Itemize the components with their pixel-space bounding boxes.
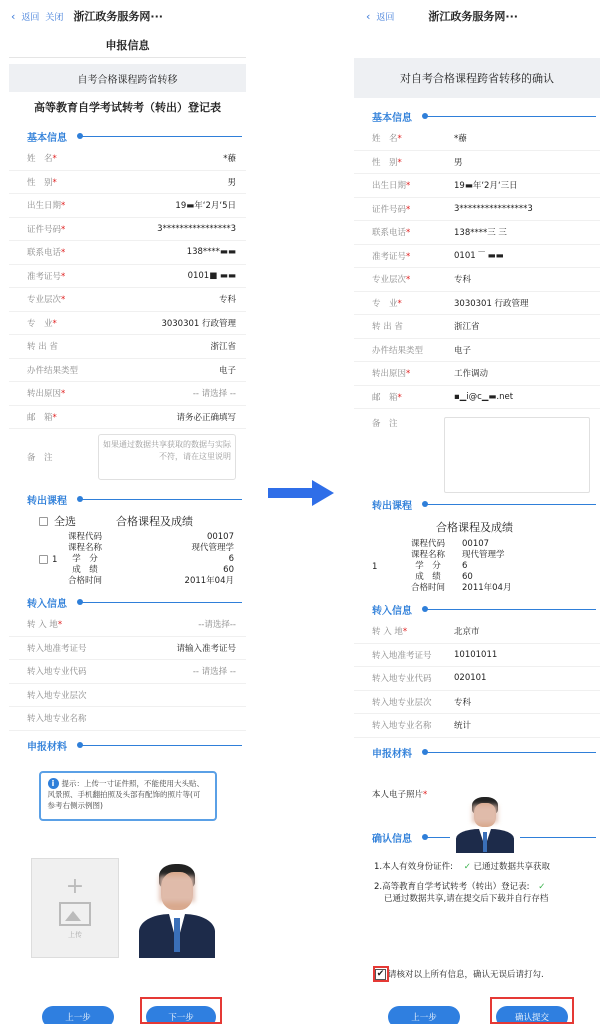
field-label: 邮 箱* [27,412,57,423]
course-field: 成 绩 60 [415,572,473,582]
form-row [9,613,246,637]
top-navigation-bar [354,0,600,32]
section-divider [426,116,596,117]
field-value[interactable]: 3****************3 [157,223,236,234]
remark-row [354,409,600,489]
field-label: 出生日期* [27,201,66,212]
section-divider [426,504,596,505]
form-row [354,315,600,339]
back-link[interactable]: 返回 [376,12,395,23]
prev-step-button[interactable]: 上一步 [388,1006,460,1024]
field-value[interactable]: 3030301 行政管理 [161,318,236,329]
course-fields [406,539,546,594]
field-value[interactable]: 北京市 [454,627,480,638]
field-label: 办件结果类型 [27,365,79,376]
field-label: 转入地准考证号 [27,643,87,654]
image-icon [59,902,91,926]
form-row [354,174,600,198]
field-label: 专业层次* [27,295,66,306]
confirm-item-id-card: 1.本人有效身份证件: ✓ 已通过数据共享获取 [374,861,551,872]
arrow-right-icon [268,480,334,506]
chevron-left-icon[interactable]: ‹ [11,9,16,23]
section-title: 转入信息 [27,598,67,610]
course-field: 合格时间 2011年04月 [410,583,512,593]
form-row [9,684,246,708]
field-value[interactable]: 浙江省 [210,342,236,353]
field-label: 转入地专业名称 [372,721,432,732]
section-divider [426,752,596,753]
service-title: 对自考合格课程跨省转移的确认 [354,58,600,98]
agree-checkbox[interactable]: ✔ [376,968,385,979]
field-value[interactable]: 3030301 行政管理 [454,298,529,309]
field-label: 准考证号* [372,251,411,262]
field-value[interactable]: 电子 [454,345,472,356]
basic-info-form [9,147,246,429]
form-row [9,218,246,242]
field-value[interactable]: 138****三 三 [454,228,507,239]
field-label: 转入地专业代码 [27,667,87,678]
field-value[interactable]: 工作调动 [454,369,489,380]
section-title: 基本信息 [27,132,67,144]
section-divider [81,745,242,746]
section-in-info [354,598,600,620]
field-value[interactable]: --请选择-- [198,620,236,631]
section-basic-info [9,125,246,147]
form-row [9,171,246,195]
form-row [9,147,246,171]
agree-row [375,968,544,980]
course-index: 1 [372,561,378,572]
field-value[interactable]: 020101 [454,673,487,684]
field-label: 转入地专业层次 [27,690,87,701]
field-value[interactable]: 3****************3 [454,203,533,214]
field-value[interactable]: ▪▁i@c▁▬.net [454,391,514,402]
form-row [354,292,600,316]
transfer-in-form [9,613,246,731]
upload-label: 上传 [68,931,82,939]
prev-step-button[interactable]: 上一步 [42,1006,114,1024]
section-divider [81,499,242,500]
course-fields [63,532,246,587]
course-row [9,532,246,587]
step2-panel [354,0,600,1024]
form-row [354,127,600,151]
confirm-item-form: 2.高等教育自学考试转考（转出）登记表: ✓ 已通过数据共享,请在提交后下载并自行存档 [374,881,549,904]
field-label: 转 入 地* [372,627,408,638]
form-row [354,245,600,269]
section-divider [426,609,596,610]
info-icon: i [48,778,59,789]
field-value[interactable]: 专科 [454,697,472,708]
section-out-course [9,488,246,510]
section-title: 确认信息 [372,834,412,845]
field-value[interactable]: 19▬年‘2月‘三日 [454,181,518,192]
field-value[interactable]: 请输入准考证号 [176,643,236,654]
course-field: 课程代码 00107 [67,532,234,542]
form-row [354,644,600,668]
field-value[interactable]: 请务必正确填写 [176,412,236,423]
section-title: 转出课程 [372,500,412,512]
course-field: 课程代码 00107 [410,539,490,549]
field-value[interactable]: 专科 [218,295,236,306]
photo-tip-box [39,771,217,821]
field-label: 转出原因* [27,389,66,400]
field-label: 转 入 地* [27,620,63,631]
field-value[interactable]: 138****▬▬ [186,247,236,258]
agree-text: 请核对以上所有信息，确认无误后请打勾. [388,970,544,980]
course-field: 成 绩 60 [72,565,234,575]
remark-row [9,429,246,485]
field-label: 证件号码* [372,204,411,215]
form-row [354,339,600,363]
remark-textarea[interactable]: 如果通过数据共享获取的数据与实际不符，请在这里说明 [98,434,236,480]
form-row [354,198,600,222]
form-row [9,312,246,336]
photo-label: 本人电子照片* [372,789,428,800]
field-value[interactable]: 浙江省 [454,322,480,333]
section-title: 转入信息 [372,605,412,617]
field-value[interactable]: *䕩 [223,154,236,165]
field-value[interactable]: *䕩 [454,134,467,145]
form-row [354,268,600,292]
back-link[interactable]: 返回 [21,12,40,23]
section-basic-info [354,105,600,127]
field-value[interactable]: 统计 [454,721,472,732]
select-all-label: 全选 [54,515,76,528]
app-title: 浙江政务服务网··· [73,10,163,23]
highlight-box [140,997,222,1024]
course-field: 学 分 6 [72,554,234,564]
section-materials [354,742,600,764]
form-row [9,359,246,383]
form-row [9,406,246,430]
course-field: 课程名称 现代管理学 [67,543,234,553]
field-label: 联系电话* [27,248,66,259]
field-value[interactable]: 10101011 [454,649,498,660]
course-table-header [9,510,246,532]
form-row [9,660,246,684]
form-row [9,288,246,312]
basic-info-review [354,127,600,409]
field-label: 办件结果类型 [372,345,424,356]
field-label: 转 出 省 [27,342,58,353]
field-value[interactable]: 0101■ ▬▬ [187,270,236,281]
field-value[interactable]: 男 [227,177,236,188]
remark-label: 备 注 [27,453,53,463]
field-label: 转 出 省 [372,322,403,333]
field-value[interactable]: 专科 [454,275,472,286]
section-materials [9,735,246,757]
form-row [354,620,600,644]
field-label: 性 别* [27,177,57,188]
form-row [354,386,600,410]
form-row [9,637,246,661]
course-field: 合格时间 2011年04月 [67,576,234,586]
field-label: 专 业* [27,318,57,329]
field-value[interactable]: -- 请选择 -- [192,389,236,400]
field-value[interactable]: -- 请选择 -- [192,667,236,678]
field-label: 专业层次* [372,275,411,286]
check-icon: ✓ [538,881,546,892]
course-row [354,539,600,594]
field-label: 性 别* [372,157,402,168]
course-checkbox[interactable] [39,555,48,564]
course-index: 1 [52,554,58,565]
form-row [354,667,600,691]
form-row [354,362,600,386]
field-label: 转入地准考证号 [372,650,432,661]
section-title: 基本信息 [372,112,412,124]
section-title: 转出课程 [27,495,67,507]
field-label: 姓 名* [27,154,57,165]
field-label: 联系电话* [372,228,411,239]
section-divider [81,136,242,137]
highlight-box [373,966,389,982]
field-label: 专 业* [372,298,402,309]
remark-label: 备 注 [372,419,398,429]
plus-icon: + [65,874,85,899]
form-row [9,335,246,359]
form-row [354,221,600,245]
course-header-title: 合格课程及成绩 [116,515,193,528]
field-label: 转入地专业层次 [372,697,432,708]
field-label: 证件号码* [27,224,66,235]
close-link[interactable]: 关闭 [45,12,64,23]
form-title: 高等教育自学考试转考（转出）登记表 [34,101,221,114]
field-label: 转入地专业代码 [372,674,432,685]
page-title: 申报信息 [9,32,246,58]
field-label: 邮 箱* [372,392,402,403]
transfer-in-review [354,620,600,738]
form-row [9,707,246,731]
top-navigation-bar [9,0,246,32]
section-title: 申报材料 [27,742,67,753]
section-divider [81,602,242,603]
form-row [354,151,600,175]
form-row [9,382,246,406]
app-title: 浙江政务服务网··· [428,10,518,23]
form-row [9,194,246,218]
field-value[interactable]: 电子 [218,365,236,376]
course-field: 课程名称 现代管理学 [410,550,505,560]
photo-tip-text: 提示：上传一寸证件照，不能使用大头贴、风景照、手机翻拍照及头部有配饰的照片等(可参考右侧示例图) [47,778,204,810]
sample-id-photo [133,858,221,958]
service-title: 自考合格课程跨省转移 [9,64,246,92]
form-row [354,691,600,715]
course-field: 学 分 6 [415,561,468,571]
form-row [9,265,246,289]
field-value[interactable]: 0101 ▔ ▬▬ [454,250,504,261]
uploaded-photo [450,795,520,853]
field-label: 转入地专业名称 [27,714,87,725]
form-row [354,714,600,738]
select-all-checkbox[interactable] [39,517,48,526]
form-row [9,241,246,265]
chevron-left-icon[interactable]: ‹ [366,9,371,23]
section-out-course [354,493,600,515]
field-value[interactable]: 19▬年‘2月‘5日 [175,201,236,212]
field-label: 转出原因* [372,369,411,380]
next-step-button[interactable]: 下一步 [146,1006,216,1024]
field-label: 出生日期* [372,181,411,192]
field-value[interactable]: 男 [454,157,463,168]
section-title: 申报材料 [372,749,412,760]
confirm-submit-button[interactable]: 确认提交 [496,1006,568,1024]
field-label: 姓 名* [372,134,402,145]
course-header-title: 合格课程及成绩 [436,521,513,534]
remark-textarea [444,417,590,493]
section-in-info [9,591,246,613]
field-label: 准考证号* [27,271,66,282]
check-icon: ✓ [463,861,471,872]
photo-upload-button[interactable] [31,858,119,958]
highlight-box [490,997,574,1024]
